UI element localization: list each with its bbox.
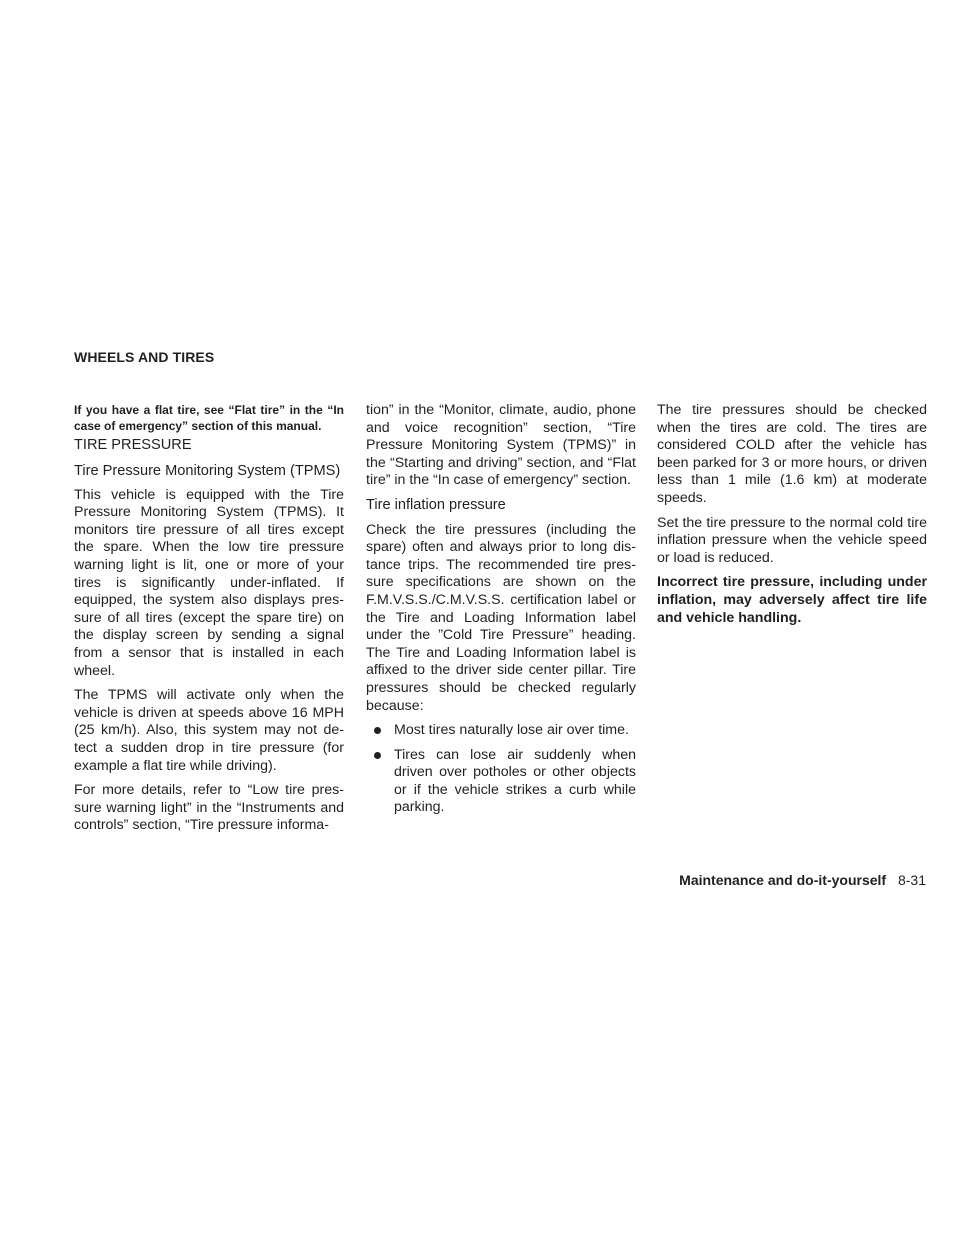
page-number: 8-31 <box>897 872 926 888</box>
tpms-description-paragraph: This vehicle is equipped with the Tire Pressure Monitoring System (TPMS). It monitors tire pressure of all tires except the spare. When the low tire pressure warning light is lit, one or more of your tires is significantly under-inflated. If equipped, the system also displays pressure of all tires (except the spare tire) on the display screen by sending a signal from a sensor that is installed in each wheel. <box>74 486 344 679</box>
column-1 <box>74 402 344 842</box>
tpms-heading: Tire Pressure Monitoring System (TPMS) <box>74 462 341 479</box>
tire-inflation-heading: Tire inflation pressure <box>366 496 506 513</box>
pressure-warning: Incorrect tire pressure, including under inflation, may adversely affect tire life and vehicle handling. <box>657 574 927 626</box>
tire-pressure-heading: TIRE PRESSURE <box>74 437 192 453</box>
more-details-paragraph: For more details, refer to “Low tire pressure warning light” in the “Instruments and controls” section, “Tire pressure informa- <box>74 782 344 834</box>
list-item-text: Most tires naturally lose air over time. <box>394 722 629 739</box>
tpms-activation-paragraph: The TPMS will activate only when the vehicle is driven at speeds above 16 MPH (25 km/h). Also, this system may not detect a sudden drop in tire pressure (for example a flat tire while driving). <box>74 687 344 774</box>
bullet-icon <box>374 752 381 759</box>
set-pressure-paragraph: Set the tire pressure to the normal cold tire inflation pressure when the vehicle speed or load is reduced. <box>657 514 927 566</box>
list-item-text: Tires can lose air suddenly when driven over potholes or other objects or if the vehicle strikes a curb while parking. <box>394 746 636 816</box>
bullet-icon <box>374 727 381 734</box>
list-item <box>366 747 636 817</box>
cold-tires-paragraph: The tire pressures should be checked when the tires are cold. The tires are considered COLD after the vehicle has been parked for 3 or more hours, or driven less than 1 mile (1.6 km) at moderate speeds. <box>657 402 927 506</box>
column-3 <box>657 402 927 634</box>
reasons-list <box>366 722 636 817</box>
page-footer <box>679 872 926 888</box>
footer-section-title: Maintenance and do-it-yourself <box>679 872 887 888</box>
check-pressure-paragraph: Check the tire pressures (including the spare) often and always prior to long distance trips. The recommended tire pressure specifications are shown on the F.M.V.S.S./C.M.V.S.S. certification label or the Tire and Loading Information label under the ”Cold Tire Pressure” heading. The Tire and Loading Information label is affixed to the driver side center pillar. Tire pressures should be checked regularly because: <box>366 521 636 714</box>
list-item <box>366 722 636 740</box>
column-2 <box>366 402 636 824</box>
more-details-continued-paragraph: tion” in the “Monitor, climate, audio, phone and voice recognition” section, “Tire Pressure Monitoring System (TPMS)” in the “Starting and driving” section, and “Flat tire” in the “In case of emergency” section. <box>366 402 636 489</box>
section-title: WHEELS AND TIRES <box>74 349 215 365</box>
flat-tire-note: If you have a flat tire, see “Flat tire” in the “In case of emergency” section of this manual. <box>74 403 344 433</box>
